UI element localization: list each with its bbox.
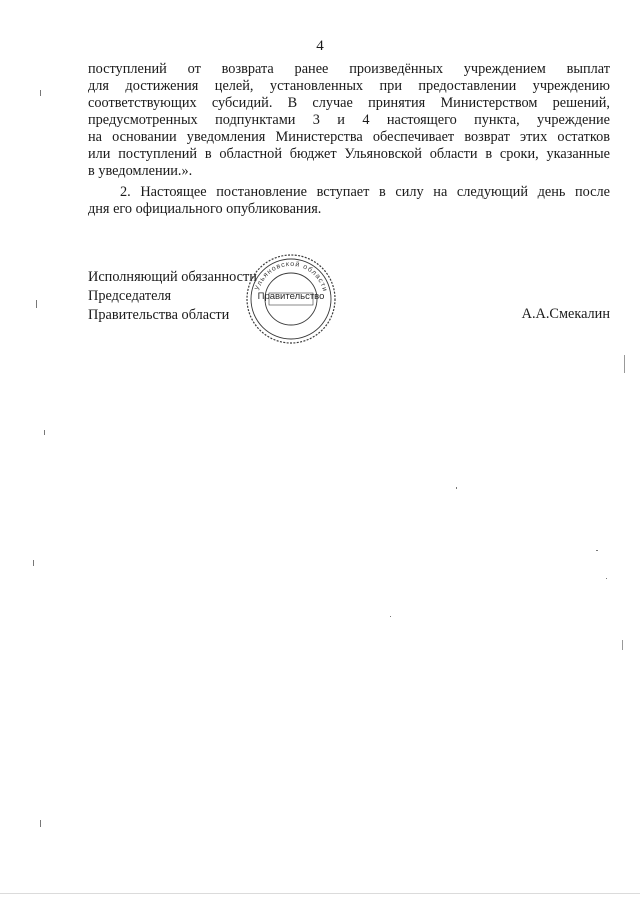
scan-speck <box>596 550 598 551</box>
paragraph-line: соответствующих субсидий. В случае принятия Министерством решений, <box>88 95 610 111</box>
scan-edge-mark <box>622 640 623 650</box>
signer-name: А.А.Смекалин <box>521 306 610 322</box>
paragraph-1 <box>88 61 610 180</box>
scan-edge-mark <box>624 355 625 373</box>
seal-center-text: Правительство <box>257 291 325 302</box>
page-number: 4 <box>316 38 324 54</box>
scan-speck <box>33 560 34 566</box>
signatory-title <box>88 268 257 325</box>
scan-speck <box>606 578 607 579</box>
paragraph-line: предусмотренных подпунктами 3 и 4 настоящего пункта, учреждение <box>88 112 610 128</box>
paragraph-line: 2. Настоящее постановление вступает в силу на следующий день после <box>120 184 610 200</box>
scan-speck <box>40 820 41 827</box>
paragraph-line: или поступлений в областной бюджет Ульяновской области в сроки, указанные <box>88 146 610 162</box>
signatory-title-line: Правительства области <box>88 307 230 323</box>
paragraph-line: поступлений от возврата ранее произведённых учреждением выплат <box>88 61 610 77</box>
paragraph-line: в уведомлении.». <box>88 163 193 179</box>
signatory-title-line: Председателя <box>88 288 172 304</box>
scan-bottom-edge <box>0 893 640 894</box>
scan-speck <box>456 487 457 489</box>
scan-speck <box>390 616 391 617</box>
svg-text:Ульяновской области <box>254 260 328 293</box>
paragraph-2 <box>88 184 610 218</box>
scan-speck <box>36 300 37 308</box>
seal-ring-text: Ульяновской области <box>254 260 329 294</box>
paragraph-line: на основании уведомления Министерства обеспечивает возврат этих остатков <box>88 129 610 145</box>
scan-speck <box>40 90 41 96</box>
scan-speck <box>44 430 45 435</box>
signatory-title-line: Исполняющий обязанности <box>88 269 257 285</box>
official-seal <box>245 253 337 345</box>
paragraph-line: дня его официального опубликования. <box>88 201 322 217</box>
paragraph-line: для достижения целей, установленных при предоставлении учреждению <box>88 78 610 94</box>
